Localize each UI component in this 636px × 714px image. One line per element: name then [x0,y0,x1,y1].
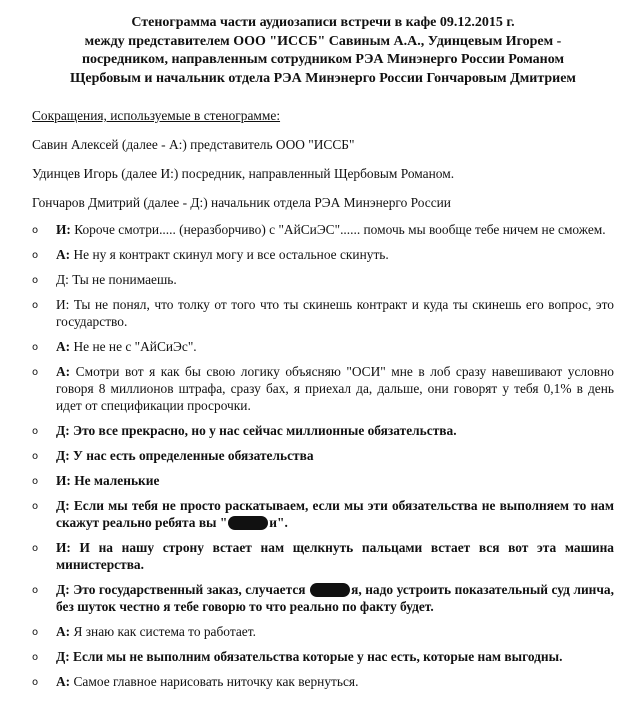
document-title [32,0,614,88]
bullet-icon: o [32,342,39,353]
transcript-list [32,221,614,690]
bullet-icon: o [32,501,39,512]
utterance: Д: Это все прекрасно, но у нас сейчас миллионные обязательства. [56,423,457,438]
utterance: И: Не маленькие [56,473,160,488]
speaker-label: А: [56,624,71,639]
utterance-part: Д: Если мы тебя не просто раскатываем, если мы эти обязательства не выполняем то нам скажут реально ребята вы " [56,498,614,530]
transcript-line [32,422,614,439]
bullet-icon: o [32,250,39,261]
utterance: Смотри вот я как бы свою логику объясняю "ОСИ" мне в лоб сразу навешивают условно говоря 8 миллионов штрафа, сразу бах, я приехал да, дальше, они говорят у тебя 0,1% в день идет от спецификации просрочки. [56,364,614,413]
utterance-part: Д: Это государственный заказ, случается [56,582,310,597]
abbreviations-heading: Сокращения, используемые в стенограмме: [32,108,281,123]
transcript-line [32,472,614,489]
title-line: Стенограмма части аудиозаписи встречи в кафе 09.12.2015 г. [131,15,515,30]
utterance: Самое главное нарисовать ниточку как вернуться. [70,674,359,689]
utterance: Короче смотри..... (неразборчиво) с "АйСиЭС"...... помочь мы вообще тебе ничем не сможем. [70,222,606,237]
utterance: Не ну я контракт скинул могу и все остальное скинуть. [70,247,389,262]
speaker-label: И: [56,222,71,237]
title-line: Щербовым и начальник отдела РЭА Минэнерго России Гончаровым Дмитрием [70,70,576,86]
redaction-mark [310,583,350,597]
bullet-icon: o [32,451,39,462]
bullet-icon: o [32,543,39,554]
utterance: Я знаю как система то работает. [70,624,256,639]
transcript-line [32,648,614,665]
utterance-part: и". [269,515,288,530]
bullet-icon: o [32,275,39,286]
transcript-line [32,296,614,330]
speaker-label: А: [56,674,71,689]
legend-goncharov: Гончаров Дмитрий (далее - Д:) начальник отдела РЭА Минэнерго России [32,195,451,210]
transcript-line [32,673,614,690]
transcript-line [32,221,614,238]
utterance: Не не не с "АйСиЭс". [70,339,197,354]
transcript-line [32,363,614,414]
transcript-line [32,581,614,615]
bullet-icon: o [32,585,39,596]
redaction-mark [228,516,268,530]
utterance: Д: Ты не понимаешь. [56,272,177,287]
speaker-label: А: [56,364,71,379]
bullet-icon: o [32,627,39,638]
utterance: И: И на нашу строну встает нам щелкнуть пальцами встает вся вот эта машина министерства. [56,540,614,572]
bullet-icon: o [32,476,39,487]
utterance: Д: Если мы не выполним обязательства которые у нас есть, которые нам выгодны. [56,649,563,664]
title-line: между представителем ООО "ИССБ" Савиным А.А., Удинцевым Игорем - [84,33,562,49]
utterance-part: я, надо устроить показательный суд линча, без шуток честно я тебе говорю то что реально по факту будет. [56,582,614,614]
speaker-label: А: [56,247,71,262]
legend-udintsev: Удинцев Игорь (далее И:) посредник, направленный Щербовым Романом. [32,166,455,181]
speaker-label: А: [56,339,71,354]
transcript-line [32,246,614,263]
transcript-line [32,539,614,573]
title-line: посредником, направленным сотрудником РЭА Минэнерго России Романом [81,52,564,67]
legend-savin: Савин Алексей (далее - А:) представитель ООО "ИССБ" [32,137,355,152]
bullet-icon: o [32,652,39,663]
transcript-line [32,338,614,355]
bullet-icon: o [32,300,39,311]
transcript-line [32,447,614,464]
utterance: И: Ты не понял, что толку от того что ты скинешь контракт и куда ты скинешь его вопрос, это государство. [56,297,614,329]
bullet-icon: o [32,426,39,437]
bullet-icon: o [32,677,39,688]
bullet-icon: o [32,225,39,236]
bullet-icon: o [32,367,39,378]
transcript-line [32,497,614,531]
utterance: Д: У нас есть определенные обязательства [56,448,314,463]
transcript-line [32,271,614,288]
transcript-line [32,623,614,640]
